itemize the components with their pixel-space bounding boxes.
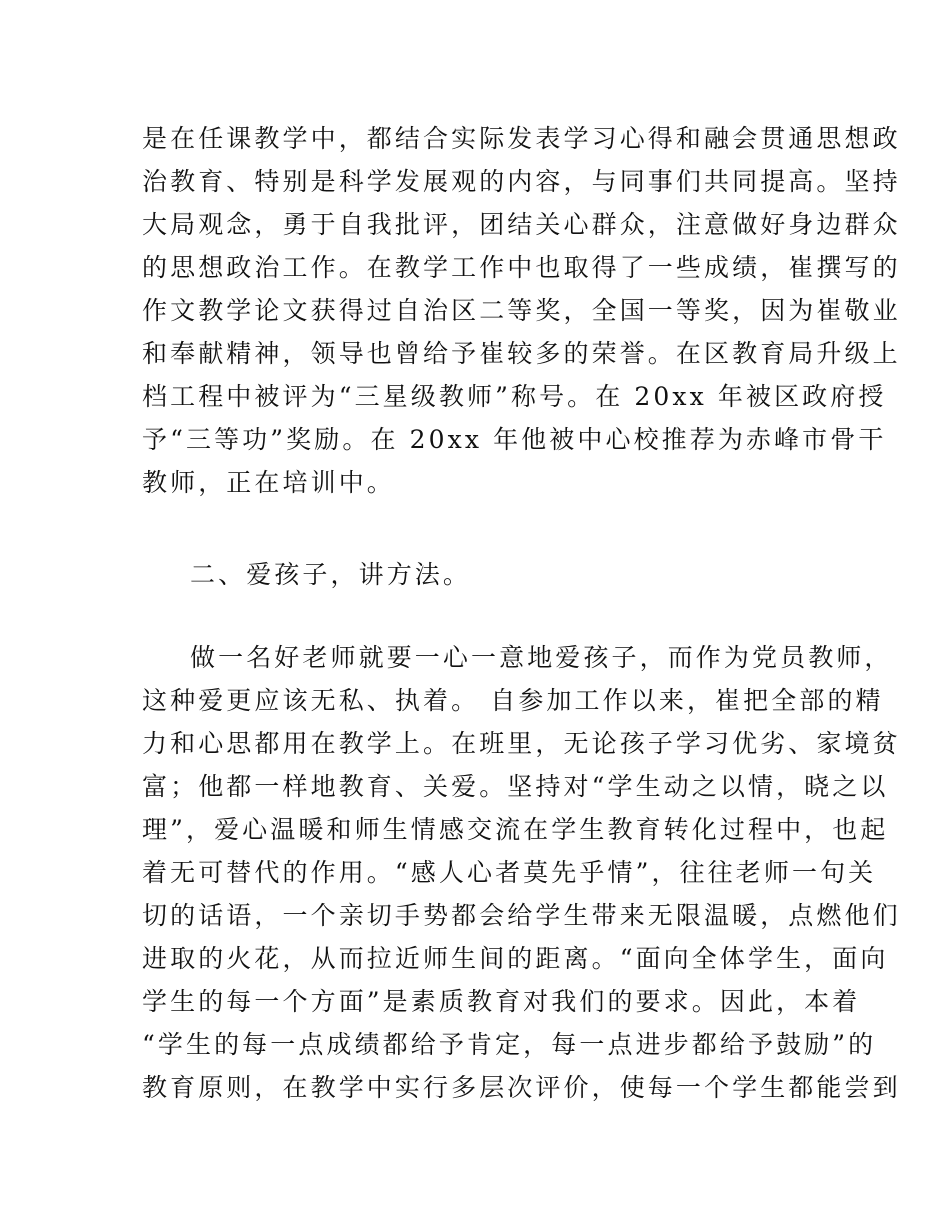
- paragraph-line: 进取的火花，从而拉近师生间的距离。“面向全体学生，面向: [142, 944, 889, 973]
- paragraph-line: 这种爱更应该无私、执着。 自参加工作以来，崔把全部的精: [142, 686, 884, 715]
- paragraph-line: 治教育、特别是科学发展观的内容，与同事们共同提高。坚持: [142, 167, 901, 196]
- paragraph-line: 做一名好老师就要一心一意地爱孩子，而作为党员教师，: [190, 643, 893, 672]
- paragraph-line: 和奉献精神，领导也曾给予崔较多的荣誉。在区教育局升级上: [142, 339, 901, 368]
- paragraph-line: “学生的每一点成绩都给予肯定，每一点进步都给予鼓励”的: [142, 1030, 877, 1059]
- section-heading: 二、爱孩子，讲方法。: [190, 560, 472, 589]
- paragraph-line: 档工程中被评为“三星级教师”称号。在 20xx 年被区政府授: [142, 382, 887, 411]
- paragraph-line: 教师，正在培训中。: [142, 468, 395, 497]
- paragraph-line: 切的话语，一个亲切手势都会给学生带来无限温暖，点燃他们: [142, 901, 901, 930]
- paragraph-line: 的思想政治工作。在教学工作中也取得了一些成绩，崔撰写的: [142, 253, 901, 282]
- paragraph-line: 是在任课教学中，都结合实际发表学习心得和融会贯通思想政: [142, 124, 901, 153]
- paragraph-line: 学生的每一个方面”是素质教育对我们的要求。因此，本着: [142, 987, 861, 1016]
- paragraph-line: 富；他都一样地教育、关爱。坚持对“学生动之以情，晓之以: [142, 772, 889, 801]
- paragraph-line: 力和心思都用在教学上。在班里，无论孩子学习优劣、家境贫: [142, 729, 901, 758]
- paragraph-line: 教育原则，在教学中实行多层次评价，使每一个学生都能尝到: [142, 1073, 901, 1102]
- paragraph-line: 作文教学论文获得过自治区二等奖，全国一等奖，因为崔敬业: [142, 296, 901, 325]
- paragraph-line: 理”，爱心温暖和师生情感交流在学生教育转化过程中，也起: [142, 815, 889, 844]
- paragraph-line: 予“三等功”奖励。在 20xx 年他被中心校推荐为赤峰市骨干: [142, 425, 887, 454]
- paragraph-line: 大局观念，勇于自我批评，团结关心群众，注意做好身边群众: [142, 210, 901, 239]
- paragraph-line: 着无可替代的作用。“感人心者莫先乎情”，往往老师一句关: [142, 858, 877, 887]
